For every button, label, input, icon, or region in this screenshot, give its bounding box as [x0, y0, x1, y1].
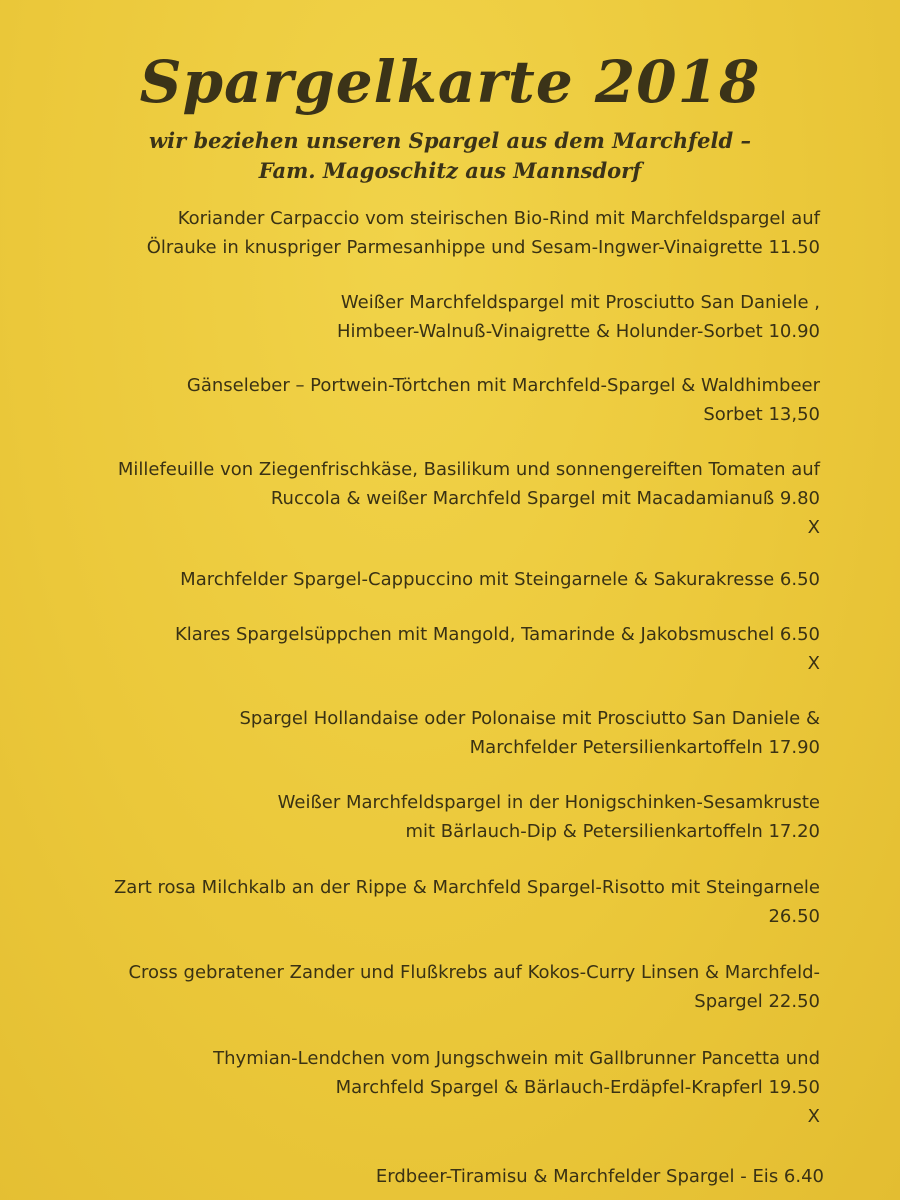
menu-item-honigschinken-sesamkruste: [278, 788, 820, 846]
menu-item-mark: X: [807, 653, 820, 674]
menu-item-milchkalb: [114, 873, 820, 931]
menu-item-line: Thymian-Lendchen vom Jungschwein mit Gallbrunner Pancetta und: [213, 1048, 820, 1069]
menu-item-koriander-carpaccio: [147, 204, 820, 262]
page-title: Spargelkarte 2018: [139, 48, 761, 116]
menu-item-line: Erdbeer-Tiramisu & Marchfelder Spargel - Eis 6.40: [375, 1166, 824, 1187]
menu-item-mark: X: [807, 517, 820, 538]
subtitle-line-1: wir beziehen unseren Spargel aus dem Marchfeld –: [149, 128, 751, 153]
menu-item-line: mit Bärlauch-Dip & Petersilienkartoffeln 17.20: [405, 821, 820, 842]
menu-item-line: Himbeer-Walnuß-Vinaigrette & Holunder-Sorbet 10.90: [336, 321, 820, 342]
menu-item-line: Koriander Carpaccio vom steirischen Bio-Rind mit Marchfeldspargel auf: [177, 208, 820, 229]
menu-item-line: Zart rosa Milchkalb an der Rippe & Marchfeld Spargel-Risotto mit Steingarnele: [113, 877, 820, 898]
menu-item-gaenseleber: [187, 371, 820, 429]
menu-item-line: Ölrauke in knuspriger Parmesanhippe und Sesam-Ingwer-Vinaigrette 11.50: [146, 237, 820, 258]
menu-item-thymian-lendchen: [213, 1044, 820, 1131]
menu-item-line: Klares Spargelsüppchen mit Mangold, Tamarinde & Jakobsmuschel 6.50: [174, 624, 820, 645]
menu-item-line: Spargel 22.50: [694, 991, 820, 1012]
menu-item-line: Weißer Marchfeldspargel in der Honigschinken-Sesamkruste: [277, 792, 820, 813]
menu-item-line: 26.50: [768, 906, 820, 927]
menu-item-spargelsueppchen: [175, 620, 820, 678]
menu-item-line: Cross gebratener Zander und Flußkrebs auf Kokos-Curry Linsen & Marchfeld-: [128, 962, 820, 983]
menu-item-line: Marchfelder Spargel-Cappuccino mit Steingarnele & Sakurakresse 6.50: [180, 569, 820, 590]
menu-item-line: Millefeuille von Ziegenfrischkäse, Basilikum und sonnengereiften Tomaten auf: [117, 459, 820, 480]
menu-item-spargel-hollandaise: [240, 704, 821, 762]
menu-item-erdbeer-tiramisu: [376, 1162, 824, 1191]
menu-item-marchfeldspargel-prosciutto: [337, 288, 820, 346]
menu-item-spargel-cappuccino: [180, 565, 820, 594]
menu-item-millefeuille: [118, 455, 820, 542]
menu-item-line: Marchfelder Petersilienkartoffeln 17.90: [469, 737, 820, 758]
menu-item-zander-flusskrebs: [128, 958, 820, 1016]
menu-item-line: Sorbet 13,50: [703, 404, 820, 425]
menu-item-mark: X: [807, 1106, 820, 1127]
menu-item-line: Gänseleber – Portwein-Törtchen mit Marchfeld-Spargel & Waldhimbeer: [186, 375, 820, 396]
menu-item-line: Weißer Marchfeldspargel mit Prosciutto San Daniele ,: [340, 292, 820, 313]
menu-item-line: Spargel Hollandaise oder Polonaise mit Prosciutto San Daniele &: [239, 708, 820, 729]
menu-item-line: Ruccola & weißer Marchfeld Spargel mit Macadamianuß 9.80: [270, 488, 820, 509]
subtitle-line-2: Fam. Magoschitz aus Mannsdorf: [258, 158, 642, 183]
menu-item-line: Marchfeld Spargel & Bärlauch-Erdäpfel-Krapferl 19.50: [335, 1077, 820, 1098]
